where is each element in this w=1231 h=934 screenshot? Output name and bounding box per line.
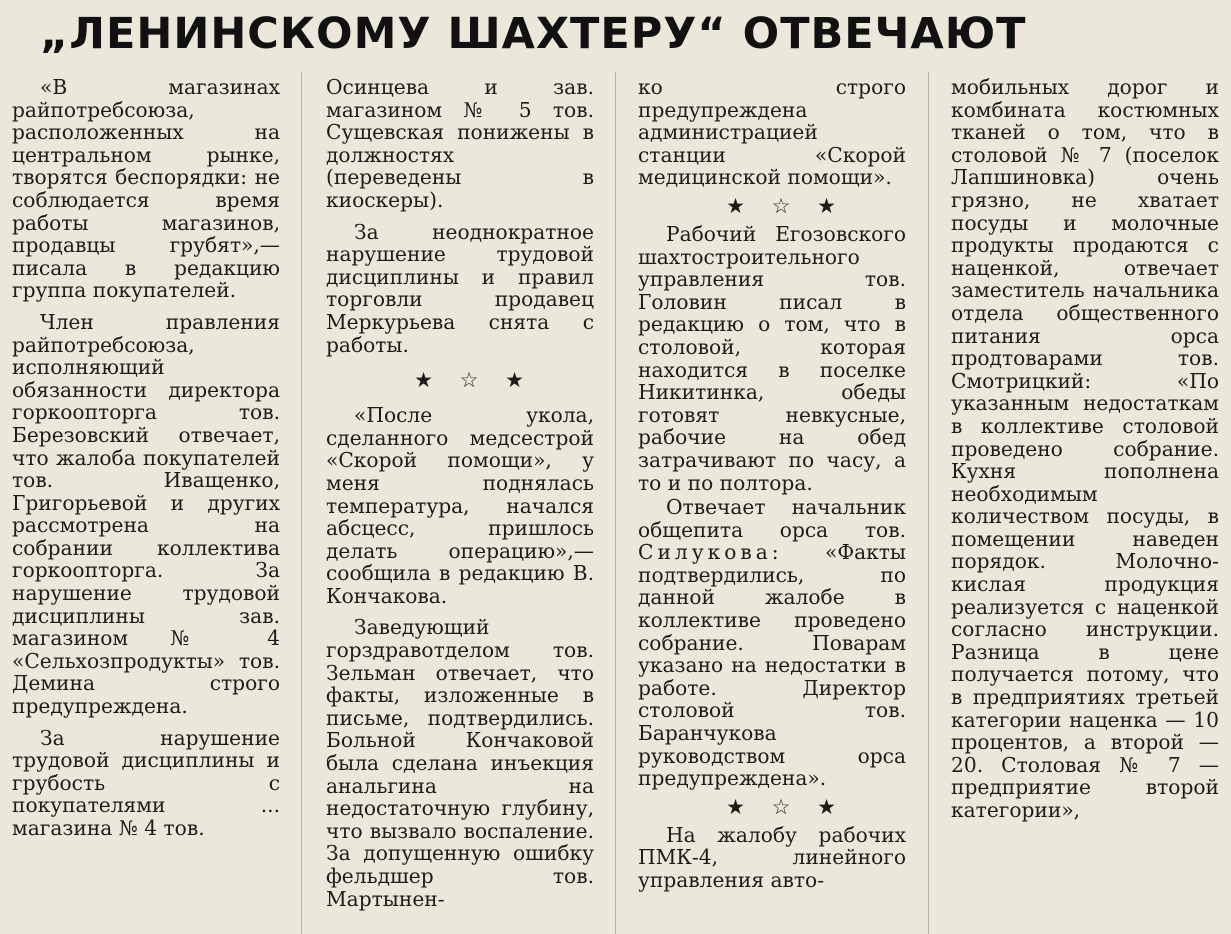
paragraph-text: : «Факты подтвердились, по данной жалобе в коллективе проведено собрание. Поварам указано на недостатки в работе. Директор столовой тов. Баранчукова руководством орса предупреждена». (638, 540, 906, 791)
paragraph: «В магазинах райпотребсоюза, расположенных на центральном рынке, творятся беспорядки: не соблюдается время работы магазинов, продавцы грубят»,— писала в редакцию группа покупателей. (12, 75, 280, 303)
paragraph (638, 496, 906, 790)
paragraph: «После укола, сделанного медсестрой «Скорой помощи», у меня поднялась температура, начался абсцесс, пришлось делать операцию»,—сообщила в редакцию В. Кончакова. (326, 403, 594, 608)
star-separator: ★ ☆ ★ (726, 193, 846, 218)
paragraph: Заведующий горздравотделом тов. Зельман отвечает, что факты, изложенные в письме, подтвердились. Больной Кончаковой была сделана инъекция анальгина на недостаточную глубину, что вызвало воспаление. За допущенную ошибку фельдшер тов. Мартынен- (326, 615, 594, 911)
headline: „ЛЕНИНСКОМУ ШАХТЕРУ“ ОТВЕЧАЮТ (40, 9, 1027, 59)
paragraph: мобильных дорог и комбината костюмных тканей о том, что в столовой № 7 (поселок Лапшиновка) очень грязно, не хватает посуды и молочные продукты продаются с наценкой, отвечает заместитель начальника отдела общественного питания орса продтоварами тов. Смотрицкий: «По указанным недостаткам в коллективе столовой проведено собрание. Кухня пополнена необходимым количеством посуды, в помещении наведен порядок. Молочно-кислая продукция реализуется с наценкой согласно инструкции. Разница в цене получается потому, что в предприятиях третьей категории наценка — 10 процентов, а второй —20. Столовая № 7 — предприятие второй категории», (951, 75, 1219, 822)
star-separator: ★ ☆ ★ (726, 794, 846, 819)
paragraph: Член правления райпотребсоюза, исполняющий обязанности директора горкоопторга тов. Березовский отвечает, что жалоба покупателей тов. Иващенко, Григорьевой и других рассмотрена на собрании коллектива горкоопторга. За нарушение трудовой дисциплины зав. магазином № 4 «Сельхозпродукты» тов. Демина строго предупреждена. (12, 309, 280, 719)
paragraph-text: Отвечает начальник общепита орса тов. (638, 495, 906, 542)
paragraph: За неоднократное нарушение трудовой дисциплины и правил торговли продавец Меркурьева снята с работы. (326, 219, 594, 357)
column-1 (12, 76, 280, 840)
star-separator: ★ ☆ ★ (414, 368, 534, 393)
paragraph: Рабочий Егозовского шахтостроительного управления тов. Головин писал в редакцию о том, что в столовой, которая находится в поселке Никитинка, обеды готовят невкусные, рабочие на обед затрачивают по часу, а то и по полтора. (638, 221, 906, 495)
column-4 (951, 76, 1219, 822)
column-rule (615, 72, 616, 934)
paragraph: ко строго предупреждена администрацией станции «Скорой медицинской помощи». (638, 75, 906, 190)
column-3 (638, 76, 906, 892)
column-rule (928, 72, 929, 934)
column-rule (301, 72, 302, 934)
person-name: Силукова (638, 540, 772, 565)
paragraph: Осинцева и зав. магазином № 5 тов. Сущевская понижены в должностях (переведены в киоскеры). (326, 75, 594, 212)
paragraph: На жалобу рабочих ПМК-4, линейного управления авто- (638, 822, 906, 892)
paragraph: За нарушение трудовой дисциплины и грубость с покупателями ... магазина № 4 тов. (12, 725, 280, 840)
column-2 (326, 76, 594, 910)
